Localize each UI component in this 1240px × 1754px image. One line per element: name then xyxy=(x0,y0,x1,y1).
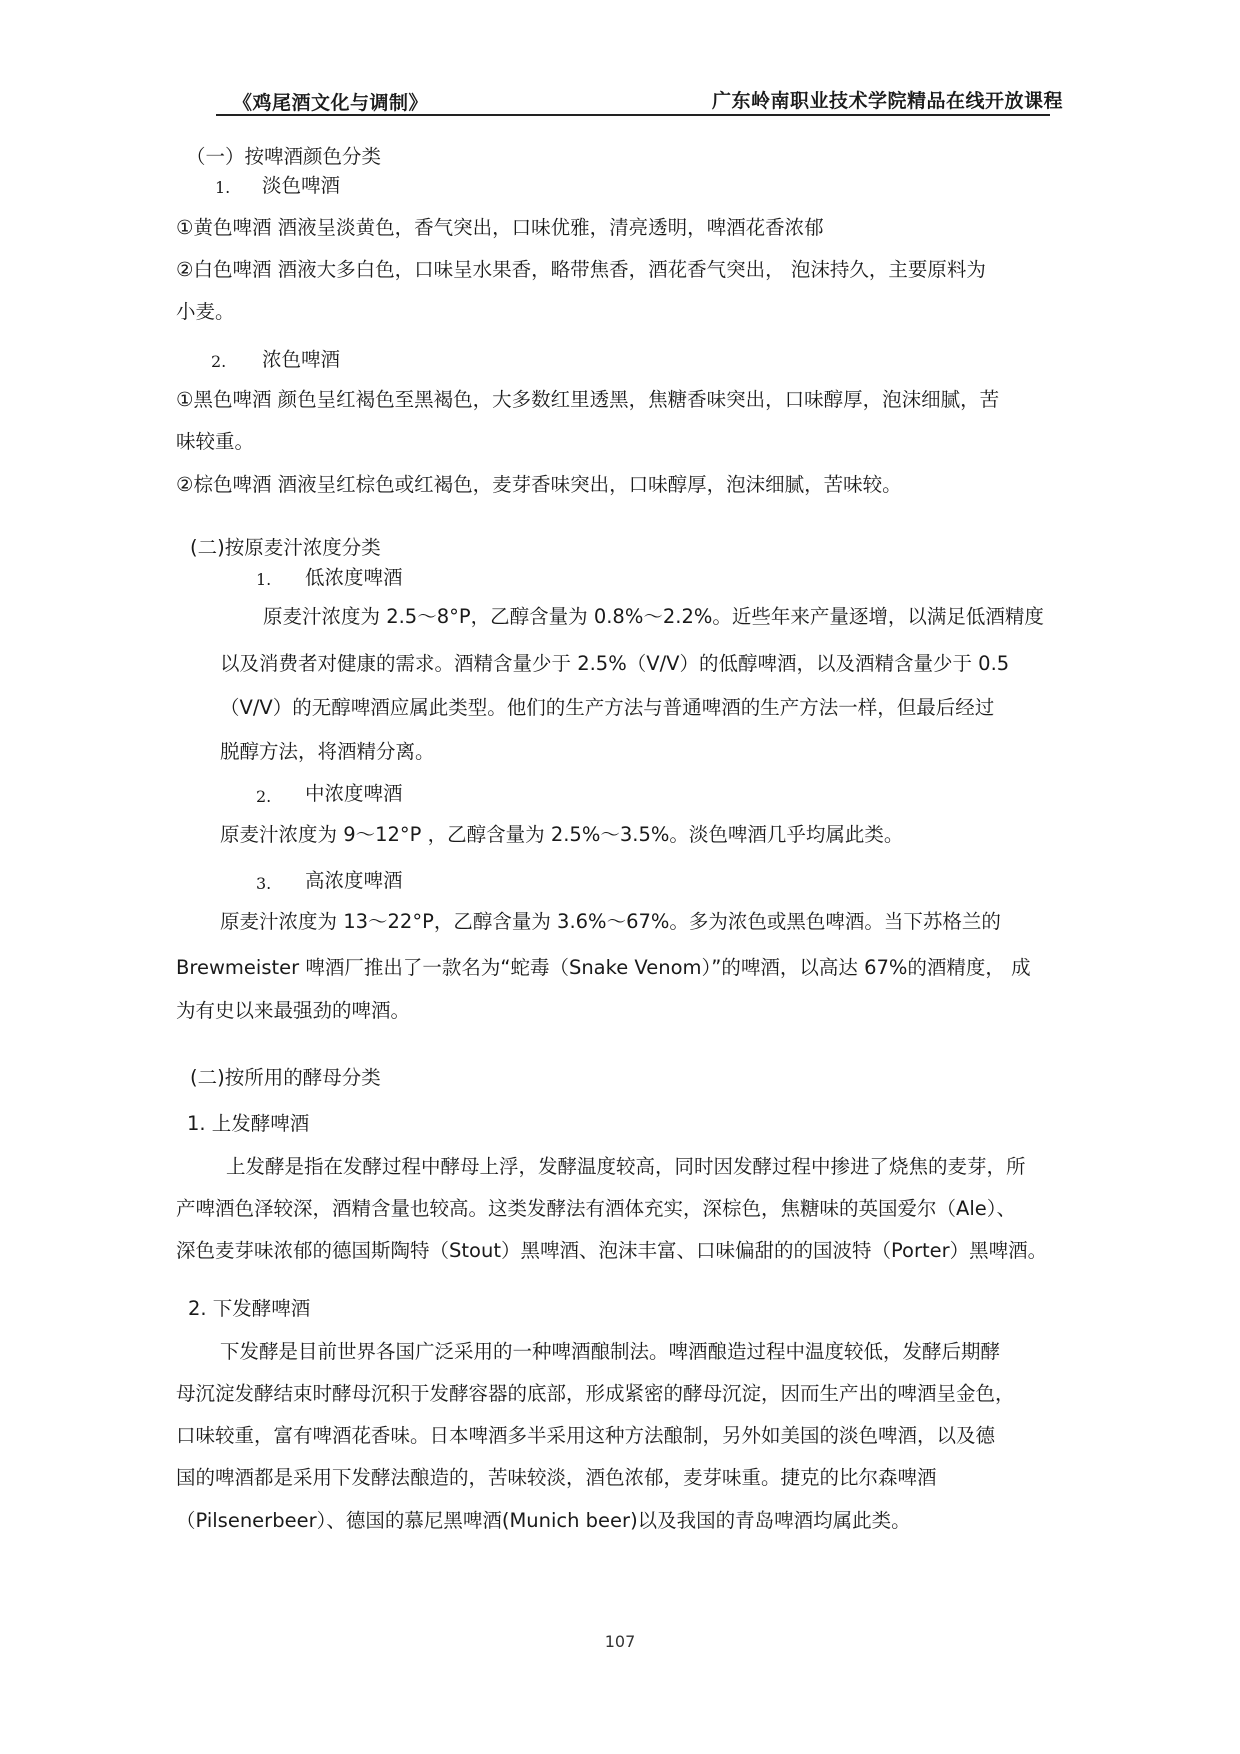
paragraph-bottom-line1: 下发酵是目前世界各国广泛采用的一种啤酒酿制法。啤酒酿造过程中温度较低，发酵后期酵 xyxy=(220,1340,1001,1363)
item-number: 2. xyxy=(211,352,227,371)
paragraph-low-line3: （V/V）的无醇啤酒应属此类型。他们的生产方法与普通啤酒的生产方法一样，但最后经过 xyxy=(220,696,995,719)
item-number: 3. xyxy=(256,874,272,893)
paragraph-brown-beer: ②棕色啤酒 酒液呈红棕色或红褐色，麦芽香味突出，口味醇厚，泡沫细腻，苦味较。 xyxy=(176,473,902,496)
paragraph-high-line2: Brewmeister 啤酒厂推出了一款名为“蛇毒（Snake Venom）”的啤酒，以高达 67%的酒精度， 成 xyxy=(176,956,1031,979)
section-title-yeast: (二)按所用的酵母分类 xyxy=(190,1066,381,1089)
paragraph-high-line1: 原麦汁浓度为 13～22°P，乙醇含量为 3.6%～67%。多为浓色或黑色啤酒。当下苏格兰的 xyxy=(220,910,1001,933)
paragraph-medium: 原麦汁浓度为 9～12°P ，乙醇含量为 2.5%～3.5%。淡色啤酒几乎均属此类。 xyxy=(220,823,904,846)
paragraph-black-beer-line1: ①黑色啤酒 颜色呈红褐色至黑褐色，大多数红里透黑，焦糖香味突出，口味醇厚，泡沫细腻，苦 xyxy=(176,388,1000,411)
item-number: 1. xyxy=(256,570,272,589)
item-title-pale-beer: 淡色啤酒 xyxy=(262,174,341,197)
paragraph-low-line1: 原麦汁浓度为 2.5～8°P，乙醇含量为 0.8%～2.2%。近些年来产量逐增，以满足低酒精度 xyxy=(263,605,1044,628)
paragraph-white-beer-line1: ②白色啤酒 酒液大多白色，口味呈水果香，略带焦香，酒花香气突出， 泡沫持久，主要原料为 xyxy=(176,258,986,281)
paragraph-top-line1: 上发酵是指在发酵过程中酵母上浮，发酵温度较高，同时因发酵过程中掺进了烧焦的麦芽，所 xyxy=(226,1155,1026,1178)
paragraph-top-line3: 深色麦芽味浓郁的德国斯陶特（Stout）黑啤酒、泡沫丰富、口味偏甜的的国波特（Porter）黑啤酒。 xyxy=(176,1239,1048,1262)
paragraph-bottom-line2: 母沉淀发酵结束时酵母沉积于发酵容器的底部，形成紧密的酵母沉淀，因而生产出的啤酒呈金色， xyxy=(176,1382,1015,1405)
header-course-title: 《鸡尾酒文化与调制》 xyxy=(233,92,429,114)
paragraph-bottom-line3: 口味较重，富有啤酒花香味。日本啤酒多半采用这种方法酿制，另外如美国的淡色啤酒，以及德 xyxy=(176,1424,996,1447)
paragraph-low-line2: 以及消费者对健康的需求。酒精含量少于 2.5%（V/V）的低醇啤酒，以及酒精含量少于 0.5 xyxy=(220,652,1010,675)
item-title-top-fermented: 1. 上发酵啤酒 xyxy=(187,1112,310,1135)
item-number: 2. xyxy=(256,787,272,806)
item-title-dark-beer: 浓色啤酒 xyxy=(262,348,341,371)
page-number: 107 xyxy=(604,1632,636,1651)
header-institution: 广东岭南职业技术学院精品在线开放课程 xyxy=(712,90,1064,112)
paragraph-white-beer-line2: 小麦。 xyxy=(176,300,235,323)
paragraph-low-line4: 脱醇方法，将酒精分离。 xyxy=(220,740,435,763)
item-title-medium: 中浓度啤酒 xyxy=(305,782,403,805)
paragraph-black-beer-line2: 味较重。 xyxy=(176,430,255,453)
item-title-high: 高浓度啤酒 xyxy=(305,869,403,892)
section-title-wort: (二)按原麦汁浓度分类 xyxy=(190,536,381,559)
header-divider xyxy=(216,114,1050,116)
section-title-color: （一）按啤酒颜色分类 xyxy=(186,145,382,168)
paragraph-top-line2: 产啤酒色泽较深，酒精含量也较高。这类发酵法有酒体充实，深棕色，焦糖味的英国爱尔（Ale）、 xyxy=(176,1197,1017,1220)
paragraph-bottom-line4: 国的啤酒都是采用下发酵法酿造的，苦味较淡，酒色浓郁，麦芽味重。捷克的比尔森啤酒 xyxy=(176,1466,937,1489)
item-title-low: 低浓度啤酒 xyxy=(305,566,403,589)
paragraph-yellow-beer: ①黄色啤酒 酒液呈淡黄色，香气突出，口味优雅，清亮透明，啤酒花香浓郁 xyxy=(176,216,824,239)
item-title-bottom-fermented: 2. 下发酵啤酒 xyxy=(188,1297,311,1320)
paragraph-bottom-line5: （Pilsenerbeer）、德国的慕尼黑啤酒(Munich beer)以及我国的青岛啤酒均属此类。 xyxy=(176,1509,911,1532)
paragraph-high-line3: 为有史以来最强劲的啤酒。 xyxy=(176,999,411,1022)
item-number: 1. xyxy=(215,178,231,197)
